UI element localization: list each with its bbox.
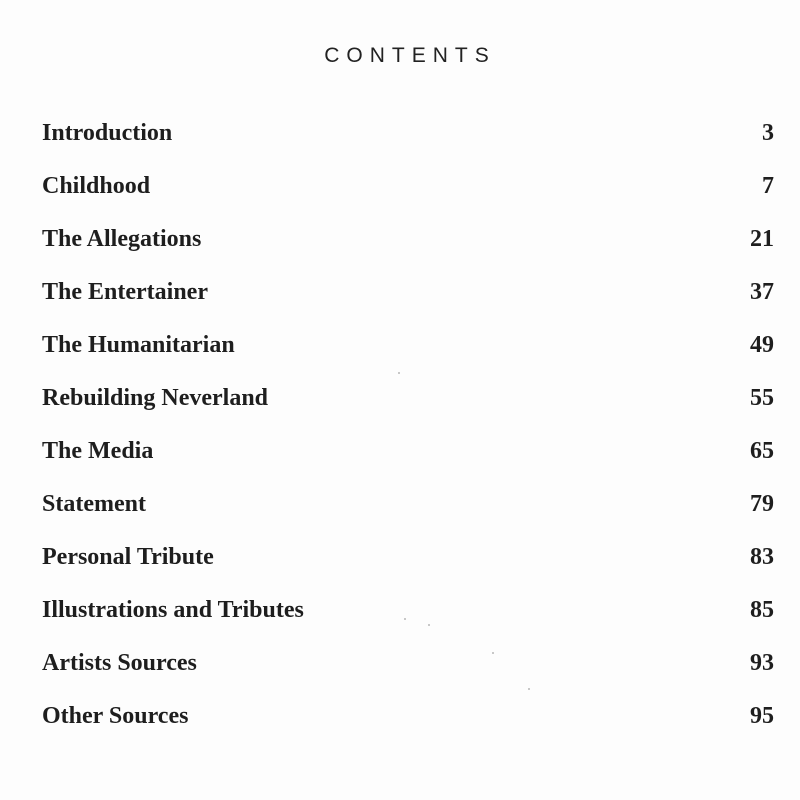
toc-entry-title: Introduction bbox=[42, 120, 173, 146]
toc-entry-page-number: 3 bbox=[762, 120, 774, 146]
toc-entry bbox=[42, 385, 774, 438]
toc-entry-title: Childhood bbox=[42, 173, 151, 199]
scan-speck bbox=[492, 652, 494, 654]
toc-entry-page-number: 95 bbox=[750, 703, 774, 729]
toc-entry-page-number: 85 bbox=[750, 597, 774, 623]
toc-entry-page-number: 7 bbox=[762, 173, 774, 199]
toc-entry-title: The Entertainer bbox=[42, 279, 208, 305]
toc-entry-title: Other Sources bbox=[42, 703, 189, 729]
toc-entry-title: Illustrations and Tributes bbox=[42, 597, 304, 623]
toc-entry-page-number: 93 bbox=[750, 650, 774, 676]
toc-entry bbox=[42, 438, 774, 491]
scan-speck bbox=[398, 372, 400, 374]
toc-entry-title: The Allegations bbox=[42, 226, 202, 252]
toc-entry bbox=[42, 491, 774, 544]
toc-entry-title: Personal Tribute bbox=[42, 544, 214, 570]
scan-speck bbox=[404, 618, 406, 620]
page-title: CONTENTS bbox=[324, 44, 496, 67]
toc-entry-page-number: 21 bbox=[750, 226, 774, 252]
toc-entry-page-number: 79 bbox=[750, 491, 774, 517]
toc-entry bbox=[42, 703, 774, 756]
toc-entry-page-number: 83 bbox=[750, 544, 774, 570]
toc-entry bbox=[42, 332, 774, 385]
toc-entry-title: Rebuilding Neverland bbox=[42, 385, 269, 411]
toc-entry bbox=[42, 544, 774, 597]
toc-entry bbox=[42, 650, 774, 703]
scan-speck bbox=[528, 688, 530, 690]
toc-entry-page-number: 65 bbox=[750, 438, 774, 464]
toc-entry bbox=[42, 279, 774, 332]
toc-entry bbox=[42, 173, 774, 226]
toc-entry-page-number: 37 bbox=[750, 279, 774, 305]
toc-entry bbox=[42, 226, 774, 279]
toc-entry-title: The Media bbox=[42, 438, 154, 464]
toc-entry bbox=[42, 597, 774, 650]
toc-entry-title: Artists Sources bbox=[42, 650, 197, 676]
table-of-contents bbox=[42, 120, 774, 756]
toc-entry bbox=[42, 120, 774, 173]
toc-entry-title: Statement bbox=[42, 491, 146, 517]
toc-entry-title: The Humanitarian bbox=[42, 332, 235, 358]
toc-entry-page-number: 49 bbox=[750, 332, 774, 358]
toc-entry-page-number: 55 bbox=[750, 385, 774, 411]
scan-speck bbox=[428, 624, 430, 626]
